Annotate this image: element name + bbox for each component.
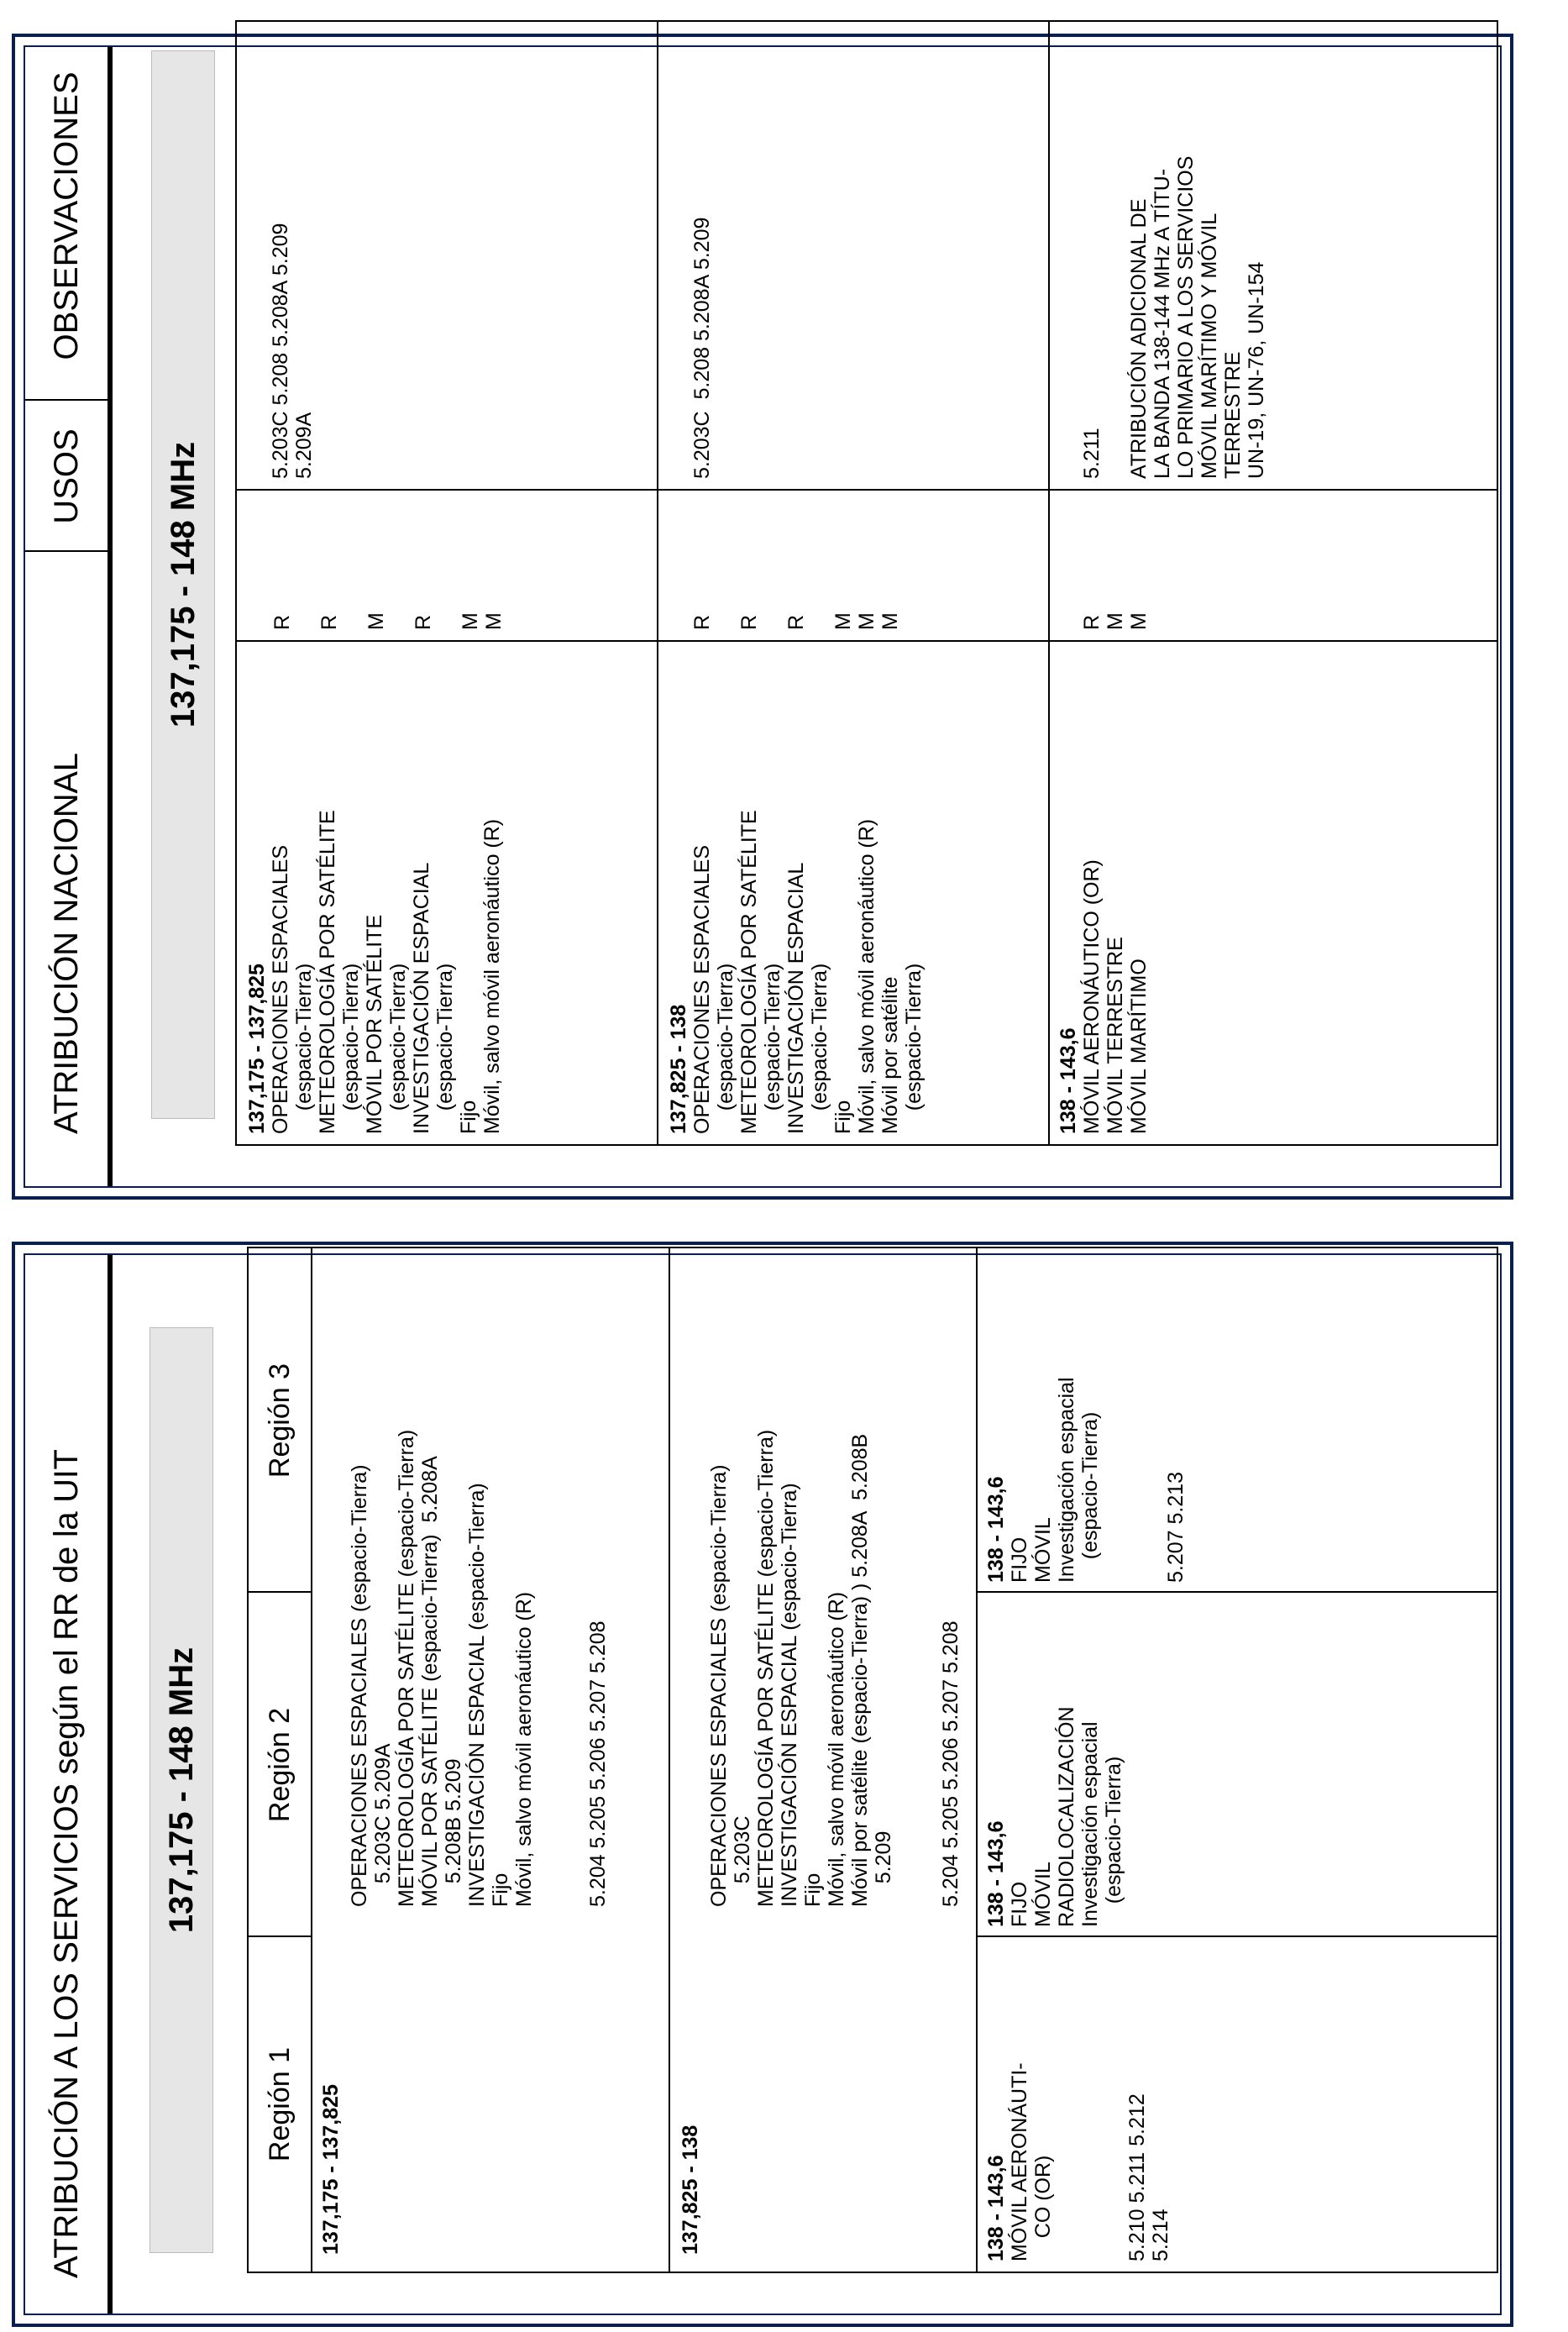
row2-divider (976, 1248, 978, 2272)
row3-region2-band: 138 - 143,6 (984, 1820, 1008, 1927)
right-page-header (25, 47, 113, 1186)
left-page-header (25, 1255, 113, 2314)
row3-region3-band: 138 - 143,6 (984, 1476, 1008, 1583)
nat-row2-usos: R R R M M M (690, 612, 902, 630)
nat-row3-services: MÓVIL AERONÁUTICO (OR) MÓVIL TERRESTRE MÓVIL MARÍTIMO (1080, 859, 1151, 1134)
header-divider (311, 1248, 312, 2272)
row3-region3-services: FIJO MÓVIL Investigación espacial (espacio-Tierra) (1008, 1377, 1102, 1583)
usos-header: USOS (47, 428, 85, 524)
left-page (12, 1242, 1513, 2327)
national-header: ATRIBUCIÓN NACIONAL (47, 753, 85, 1134)
observaciones-header: OBSERVACIONES (47, 71, 85, 360)
row3-col-divider-2 (976, 1591, 1497, 1593)
region-3-header: Región 3 (264, 1363, 296, 1479)
row3-region1-band: 138 - 143,6 (984, 2155, 1008, 2261)
row2-region1-band: 137,825 - 138 (679, 2125, 702, 2255)
nat-row2-band: 137,825 - 138 (667, 1004, 690, 1134)
row3-col-divider-1 (976, 1935, 1497, 1937)
row3-region1-notes: 5.210 5.211 5.212 5.214 (1125, 2093, 1172, 2261)
nat-row3-observaciones: 5.211 ATRIBUCIÓN ADICIONAL DE LA BANDA 138-144 MHz A TÍTU- LO PRIMARIO A LOS SERVICIOS MÓVIL MARÍTIMO Y MÓVIL TERRESTRE UN-19, UN-76, UN-154 (1080, 155, 1268, 479)
nat-row1-band: 137,175 - 137,825 (245, 964, 269, 1134)
row1-divider (669, 1248, 670, 2272)
right-page (12, 34, 1513, 1200)
row2-regions23-services: OPERACIONES ESPACIALES (espacio-Tierra) 5.203C METEOROLOGÍA POR SATÉLITE (espacio-Tierra) INVESTIGACIÓN ESPACIAL (espacio-Tierra) Fijo Móvil, salvo móvil aeronáutico (R) Móvil por satélite (espacio-Tierra) ) 5.208A 5.208B 5.209 (707, 1429, 895, 1907)
national-col-divider-1 (237, 640, 1497, 642)
right-band-title: 137,175 - 148 MHz (151, 50, 215, 1119)
row3-region1-services: MÓVIL AERONÁUTI- CO (OR) (1008, 2062, 1055, 2261)
nat-row2-divider (1048, 22, 1050, 1144)
row2-footnotes: 5.204 5.205 5.206 5.207 5.208 (939, 1620, 962, 1907)
left-page-frame (12, 1242, 1513, 2327)
region-1-header: Región 1 (264, 2046, 296, 2162)
right-page-inner (24, 45, 1502, 1188)
national-col-divider-2 (237, 489, 1497, 491)
nat-row3-usos: R M M (1080, 612, 1151, 630)
right-page-frame (12, 34, 1513, 1200)
itu-table (247, 1247, 1498, 2273)
nat-row2-observaciones: 5.203C 5.208 5.208A 5.209 (690, 217, 714, 479)
left-page-inner (24, 1253, 1502, 2315)
nat-row1-observaciones: 5.203C 5.208 5.208A 5.209 5.209A (269, 223, 316, 479)
region-2-header: Región 2 (264, 1707, 296, 1823)
left-page-title: ATRIBUCIÓN A LOS SERVICIOS según el RR de la UIT (47, 1449, 85, 2278)
row3-region2-services: FIJO MÓVIL RADIOLOCALIZACIÓN Investigación espacial (espacio-Tierra) (1008, 1706, 1125, 1927)
row1-region1-band: 137,175 - 137,825 (319, 2084, 343, 2255)
nat-row2-services: OPERACIONES ESPACIALES (espacio-Tierra) METEOROLOGÍA POR SATÉLITE (espacio-Tierra) INVESTIGACIÓN ESPACIAL (espacio-Tierra) Fijo Móvil, salvo móvil aeronáutico (R) Móvil por satélite (espacio-Tierra) (690, 810, 926, 1134)
nat-row3-band: 138 - 143,6 (1057, 1027, 1080, 1134)
left-band-title: 137,175 - 148 MHz (149, 1327, 213, 2253)
nat-row1-divider (657, 22, 658, 1144)
national-table (235, 20, 1498, 1146)
row1-footnotes: 5.204 5.205 5.206 5.207 5.208 (586, 1620, 610, 1907)
nat-row1-usos: R R M R M M (270, 612, 506, 630)
row1-regions23-services: OPERACIONES ESPACIALES (espacio-Tierra) 5.203C 5.209A METEOROLOGÍA POR SATÉLITE (espacio-Tierra) MÓVIL POR SATÉLITE (espacio-Tierra) 5.208A 5.208B 5.209 INVESTIGACIÓN ESPACIAL (espacio-Tierra) Fijo Móvil, salvo móvil aeronáutico (R) (348, 1429, 536, 1907)
row3-region3-notes: 5.207 5.213 (1164, 1471, 1188, 1583)
nat-row1-services: OPERACIONES ESPACIALES (espacio-Tierra) METEOROLOGÍA POR SATÉLITE (espacio-Tierra) MÓVIL POR SATÉLITE (espacio-Tierra) INVESTIGACIÓN ESPACIAL (espacio-Tierra) Fijo Móvil, salvo móvil aeronáutico (R) (269, 810, 504, 1134)
